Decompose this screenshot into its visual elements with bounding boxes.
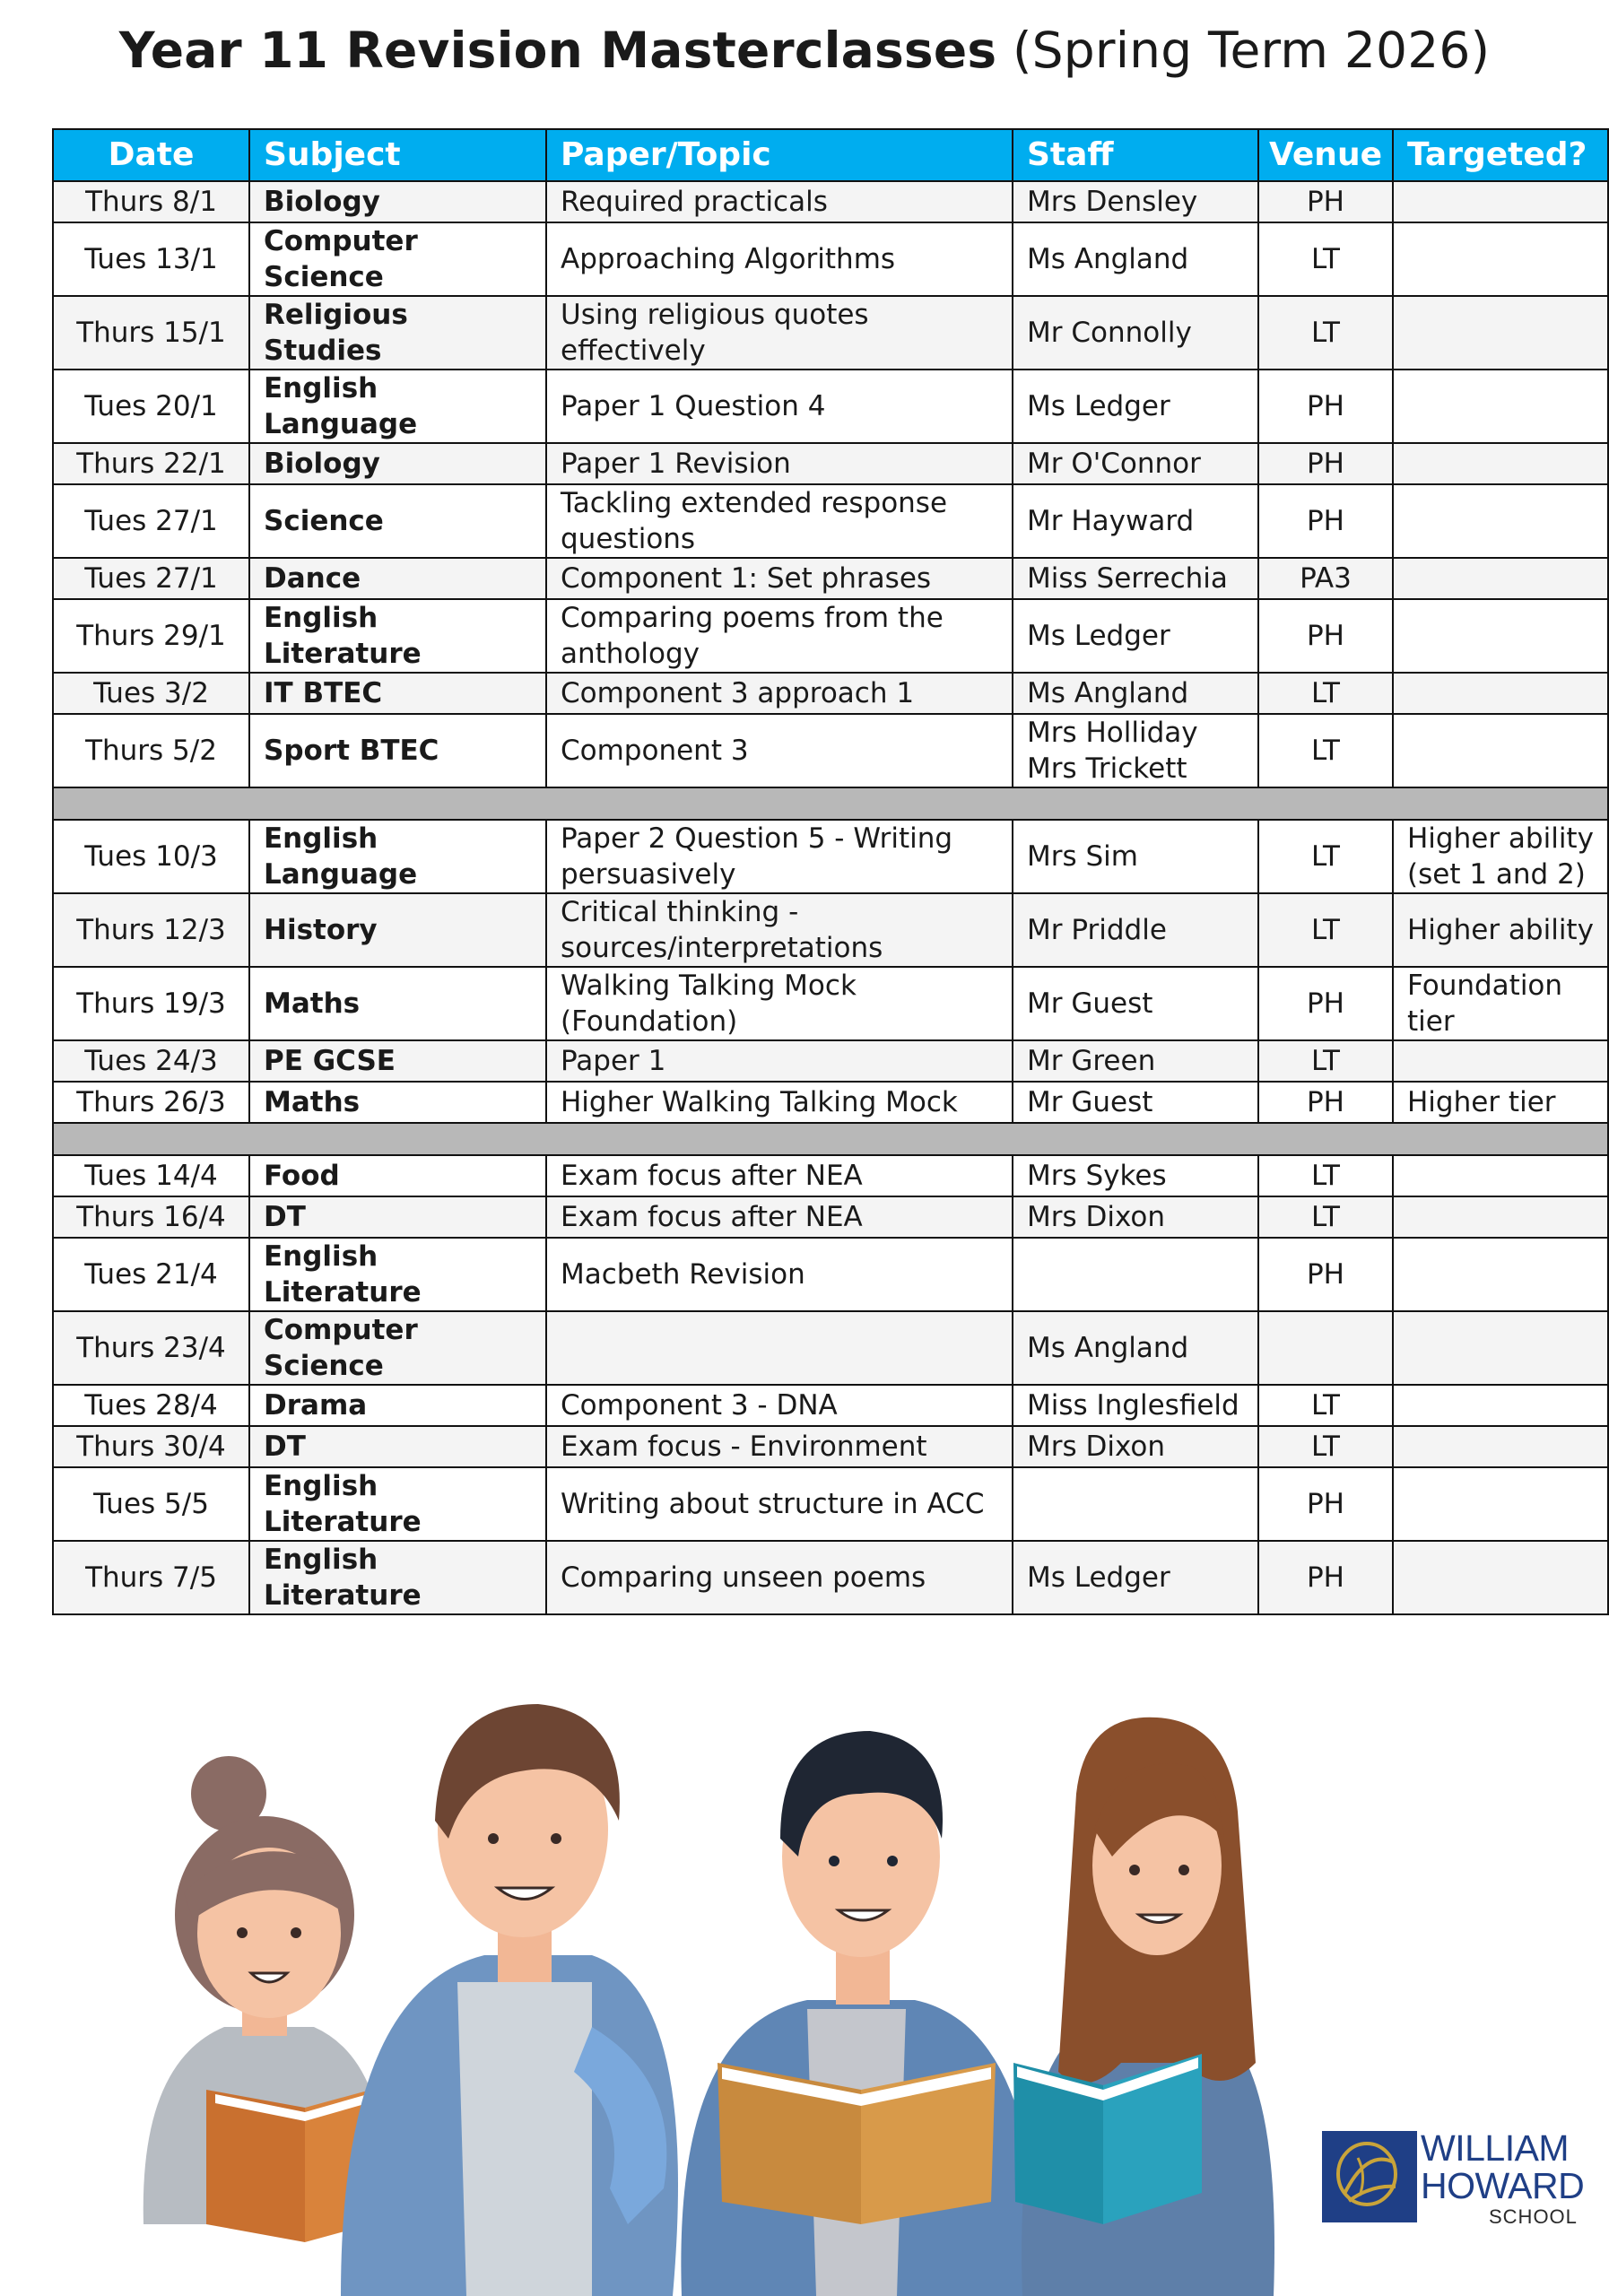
cell-date: Tues 24/3 bbox=[53, 1040, 249, 1082]
table-row bbox=[53, 714, 1608, 787]
table-row bbox=[53, 1040, 1608, 1082]
table-row bbox=[53, 1196, 1608, 1238]
table-row bbox=[53, 558, 1608, 599]
section-separator-row bbox=[53, 787, 1608, 820]
cell-subject: Sport BTEC bbox=[249, 714, 546, 787]
cell-subject: Maths bbox=[249, 1082, 546, 1123]
cell-staff: Mr Connolly bbox=[1013, 296, 1258, 370]
cell-date: Tues 27/1 bbox=[53, 484, 249, 558]
cell-date: Thurs 29/1 bbox=[53, 599, 249, 673]
cell-venue bbox=[1258, 1311, 1393, 1385]
cell-date: Thurs 12/3 bbox=[53, 893, 249, 967]
table-row bbox=[53, 1541, 1608, 1614]
header-date: Date bbox=[53, 129, 249, 181]
cell-subject: Maths bbox=[249, 967, 546, 1040]
cell-staff: Mr Hayward bbox=[1013, 484, 1258, 558]
cell-venue: PA3 bbox=[1258, 558, 1393, 599]
cell-subject: Religious Studies bbox=[249, 296, 546, 370]
cell-staff: Mr Guest bbox=[1013, 967, 1258, 1040]
cell-date: Thurs 22/1 bbox=[53, 443, 249, 484]
students-reading-illustration bbox=[90, 1686, 1327, 2296]
table-row bbox=[53, 222, 1608, 296]
table-row bbox=[53, 599, 1608, 673]
header-row bbox=[53, 129, 1608, 181]
cell-targeted: Higher tier bbox=[1393, 1082, 1608, 1123]
cell-topic: Paper 1 Revision bbox=[546, 443, 1013, 484]
student-center-right bbox=[681, 1731, 1040, 2296]
cell-topic: Macbeth Revision bbox=[546, 1238, 1013, 1311]
cell-targeted bbox=[1393, 1426, 1608, 1467]
cell-date: Thurs 16/4 bbox=[53, 1196, 249, 1238]
cell-date: Tues 5/5 bbox=[53, 1467, 249, 1541]
header-venue: Venue bbox=[1258, 129, 1393, 181]
cell-venue: PH bbox=[1258, 1082, 1393, 1123]
header-staff: Staff bbox=[1013, 129, 1258, 181]
cell-staff: Ms Angland bbox=[1013, 673, 1258, 714]
cell-targeted bbox=[1393, 484, 1608, 558]
student-right bbox=[1013, 1718, 1274, 2296]
cell-subject: English Language bbox=[249, 820, 546, 893]
cell-venue: PH bbox=[1258, 599, 1393, 673]
cell-subject: Computer Science bbox=[249, 222, 546, 296]
cell-subject: DT bbox=[249, 1196, 546, 1238]
cell-targeted bbox=[1393, 1541, 1608, 1614]
cell-targeted bbox=[1393, 181, 1608, 222]
cell-venue: PH bbox=[1258, 370, 1393, 443]
cell-subject: Dance bbox=[249, 558, 546, 599]
cell-topic: Approaching Algorithms bbox=[546, 222, 1013, 296]
masterclass-schedule-table bbox=[52, 128, 1609, 1615]
cell-date: Thurs 26/3 bbox=[53, 1082, 249, 1123]
cell-staff: Ms Angland bbox=[1013, 1311, 1258, 1385]
logo-text-school: SCHOOL bbox=[1489, 2205, 1578, 2228]
cell-targeted: Foundation tier bbox=[1393, 967, 1608, 1040]
cell-venue: PH bbox=[1258, 484, 1393, 558]
cell-staff bbox=[1013, 1238, 1258, 1311]
school-logo bbox=[1322, 2127, 1591, 2226]
cell-topic: Exam focus after NEA bbox=[546, 1196, 1013, 1238]
table-row bbox=[53, 370, 1608, 443]
cell-staff: Mr Guest bbox=[1013, 1082, 1258, 1123]
cell-topic: Comparing poems from the anthology bbox=[546, 599, 1013, 673]
cell-subject: English Literature bbox=[249, 599, 546, 673]
cell-date: Tues 10/3 bbox=[53, 820, 249, 893]
cell-venue: LT bbox=[1258, 1040, 1393, 1082]
cell-targeted bbox=[1393, 1040, 1608, 1082]
cell-venue: PH bbox=[1258, 181, 1393, 222]
cell-date: Tues 20/1 bbox=[53, 370, 249, 443]
cell-staff: Mrs Densley bbox=[1013, 181, 1258, 222]
separator-cell bbox=[53, 787, 1608, 820]
title-term: (Spring Term 2026) bbox=[1013, 22, 1491, 79]
cell-targeted bbox=[1393, 714, 1608, 787]
cell-subject: English Literature bbox=[249, 1238, 546, 1311]
logo-text-william: WILLIAM bbox=[1421, 2127, 1570, 2169]
table-row bbox=[53, 673, 1608, 714]
table-row bbox=[53, 1385, 1608, 1426]
table-row bbox=[53, 443, 1608, 484]
cell-staff: Mr Green bbox=[1013, 1040, 1258, 1082]
cell-venue: PH bbox=[1258, 967, 1393, 1040]
cell-staff: Mr O'Connor bbox=[1013, 443, 1258, 484]
cell-date: Tues 14/4 bbox=[53, 1155, 249, 1196]
cell-subject: Drama bbox=[249, 1385, 546, 1426]
cell-staff: Miss Inglesfield bbox=[1013, 1385, 1258, 1426]
cell-staff: Ms Ledger bbox=[1013, 599, 1258, 673]
cell-targeted bbox=[1393, 599, 1608, 673]
cell-subject: PE GCSE bbox=[249, 1040, 546, 1082]
cell-subject: IT BTEC bbox=[249, 673, 546, 714]
cell-subject: English Language bbox=[249, 370, 546, 443]
cell-targeted bbox=[1393, 222, 1608, 296]
table-row bbox=[53, 967, 1608, 1040]
section-separator-row bbox=[53, 1123, 1608, 1155]
cell-topic: Exam focus after NEA bbox=[546, 1155, 1013, 1196]
cell-venue: LT bbox=[1258, 714, 1393, 787]
cell-subject: Biology bbox=[249, 181, 546, 222]
cell-venue: LT bbox=[1258, 296, 1393, 370]
schedule-body bbox=[53, 181, 1608, 1614]
cell-date: Thurs 23/4 bbox=[53, 1311, 249, 1385]
cell-date: Thurs 8/1 bbox=[53, 181, 249, 222]
cell-staff bbox=[1013, 714, 1258, 787]
table-row bbox=[53, 820, 1608, 893]
cell-topic: Comparing unseen poems bbox=[546, 1541, 1013, 1614]
cell-targeted bbox=[1393, 370, 1608, 443]
cell-staff: Mrs Dixon bbox=[1013, 1426, 1258, 1467]
cell-staff: Ms Angland bbox=[1013, 222, 1258, 296]
cell-subject: History bbox=[249, 893, 546, 967]
cell-venue: LT bbox=[1258, 222, 1393, 296]
table-row bbox=[53, 893, 1608, 967]
cell-topic: Paper 1 Question 4 bbox=[546, 370, 1013, 443]
cell-date: Tues 21/4 bbox=[53, 1238, 249, 1311]
cell-venue: LT bbox=[1258, 1155, 1393, 1196]
cell-venue: PH bbox=[1258, 1238, 1393, 1311]
cell-topic: Walking Talking Mock (Foundation) bbox=[546, 967, 1013, 1040]
cell-venue: LT bbox=[1258, 673, 1393, 714]
table-row bbox=[53, 296, 1608, 370]
cell-topic: Using religious quotes effectively bbox=[546, 296, 1013, 370]
cell-subject: DT bbox=[249, 1426, 546, 1467]
cell-topic: Component 1: Set phrases bbox=[546, 558, 1013, 599]
cell-venue: PH bbox=[1258, 443, 1393, 484]
cell-subject: Biology bbox=[249, 443, 546, 484]
cell-staff: Ms Ledger bbox=[1013, 1541, 1258, 1614]
cell-date: Tues 13/1 bbox=[53, 222, 249, 296]
cell-topic bbox=[546, 1311, 1013, 1385]
cell-venue: PH bbox=[1258, 1541, 1393, 1614]
cell-topic: Critical thinking - sources/interpretations bbox=[546, 893, 1013, 967]
cell-targeted bbox=[1393, 1467, 1608, 1541]
logo-text-howard: HOWARD bbox=[1421, 2165, 1585, 2206]
header-targeted: Targeted? bbox=[1393, 129, 1608, 181]
cell-date: Tues 28/4 bbox=[53, 1385, 249, 1426]
staff-name-line: Mrs Trickett bbox=[1027, 752, 1187, 785]
cell-topic: Exam focus - Environment bbox=[546, 1426, 1013, 1467]
staff-name-line: Mrs Holliday bbox=[1027, 717, 1198, 749]
cell-staff bbox=[1013, 1467, 1258, 1541]
cell-topic: Component 3 - DNA bbox=[546, 1385, 1013, 1426]
cell-topic: Paper 2 Question 5 - Writing persuasively bbox=[546, 820, 1013, 893]
title-main: Year 11 Revision Masterclasses bbox=[118, 22, 997, 79]
cell-staff: Mrs Dixon bbox=[1013, 1196, 1258, 1238]
cell-staff: Mr Priddle bbox=[1013, 893, 1258, 967]
cell-venue: LT bbox=[1258, 893, 1393, 967]
cell-date: Thurs 19/3 bbox=[53, 967, 249, 1040]
table-row bbox=[53, 1426, 1608, 1467]
cell-subject: English Literature bbox=[249, 1541, 546, 1614]
cell-topic: Writing about structure in ACC bbox=[546, 1467, 1013, 1541]
cell-venue: PH bbox=[1258, 1467, 1393, 1541]
cell-date: Thurs 7/5 bbox=[53, 1541, 249, 1614]
table-row bbox=[53, 1155, 1608, 1196]
cell-topic: Required practicals bbox=[546, 181, 1013, 222]
cell-targeted bbox=[1393, 443, 1608, 484]
table-row bbox=[53, 1238, 1608, 1311]
page-title bbox=[0, 14, 1609, 86]
cell-venue: LT bbox=[1258, 1385, 1393, 1426]
cell-targeted: Higher ability bbox=[1393, 893, 1608, 967]
table-row bbox=[53, 1311, 1608, 1385]
cell-venue: LT bbox=[1258, 1426, 1393, 1467]
cell-staff: Ms Ledger bbox=[1013, 370, 1258, 443]
cell-targeted bbox=[1393, 1311, 1608, 1385]
school-crest-icon bbox=[1322, 2131, 1417, 2222]
cell-date: Thurs 5/2 bbox=[53, 714, 249, 787]
cell-targeted bbox=[1393, 1196, 1608, 1238]
cell-date: Tues 27/1 bbox=[53, 558, 249, 599]
cell-date: Tues 3/2 bbox=[53, 673, 249, 714]
cell-targeted bbox=[1393, 673, 1608, 714]
cell-targeted: Higher ability (set 1 and 2) bbox=[1393, 820, 1608, 893]
cell-topic: Tackling extended response questions bbox=[546, 484, 1013, 558]
header-subject: Subject bbox=[249, 129, 546, 181]
cell-subject: English Literature bbox=[249, 1467, 546, 1541]
separator-cell bbox=[53, 1123, 1608, 1155]
table-row bbox=[53, 484, 1608, 558]
cell-topic: Paper 1 bbox=[546, 1040, 1013, 1082]
cell-date: Thurs 30/4 bbox=[53, 1426, 249, 1467]
cell-staff: Miss Serrechia bbox=[1013, 558, 1258, 599]
cell-targeted bbox=[1393, 1238, 1608, 1311]
cell-topic: Component 3 bbox=[546, 714, 1013, 787]
cell-subject: Science bbox=[249, 484, 546, 558]
cell-targeted bbox=[1393, 1155, 1608, 1196]
header-topic: Paper/Topic bbox=[546, 129, 1013, 181]
cell-venue: LT bbox=[1258, 1196, 1393, 1238]
cell-venue: LT bbox=[1258, 820, 1393, 893]
cell-targeted bbox=[1393, 1385, 1608, 1426]
cell-topic: Higher Walking Talking Mock bbox=[546, 1082, 1013, 1123]
cell-targeted bbox=[1393, 296, 1608, 370]
cell-date: Thurs 15/1 bbox=[53, 296, 249, 370]
cell-staff: Mrs Sim bbox=[1013, 820, 1258, 893]
cell-topic: Component 3 approach 1 bbox=[546, 673, 1013, 714]
table-row bbox=[53, 1082, 1608, 1123]
cell-targeted bbox=[1393, 558, 1608, 599]
table-row bbox=[53, 181, 1608, 222]
student-center-left bbox=[341, 1704, 678, 2296]
cell-staff: Mrs Sykes bbox=[1013, 1155, 1258, 1196]
cell-subject: Computer Science bbox=[249, 1311, 546, 1385]
cell-subject: Food bbox=[249, 1155, 546, 1196]
table-row bbox=[53, 1467, 1608, 1541]
